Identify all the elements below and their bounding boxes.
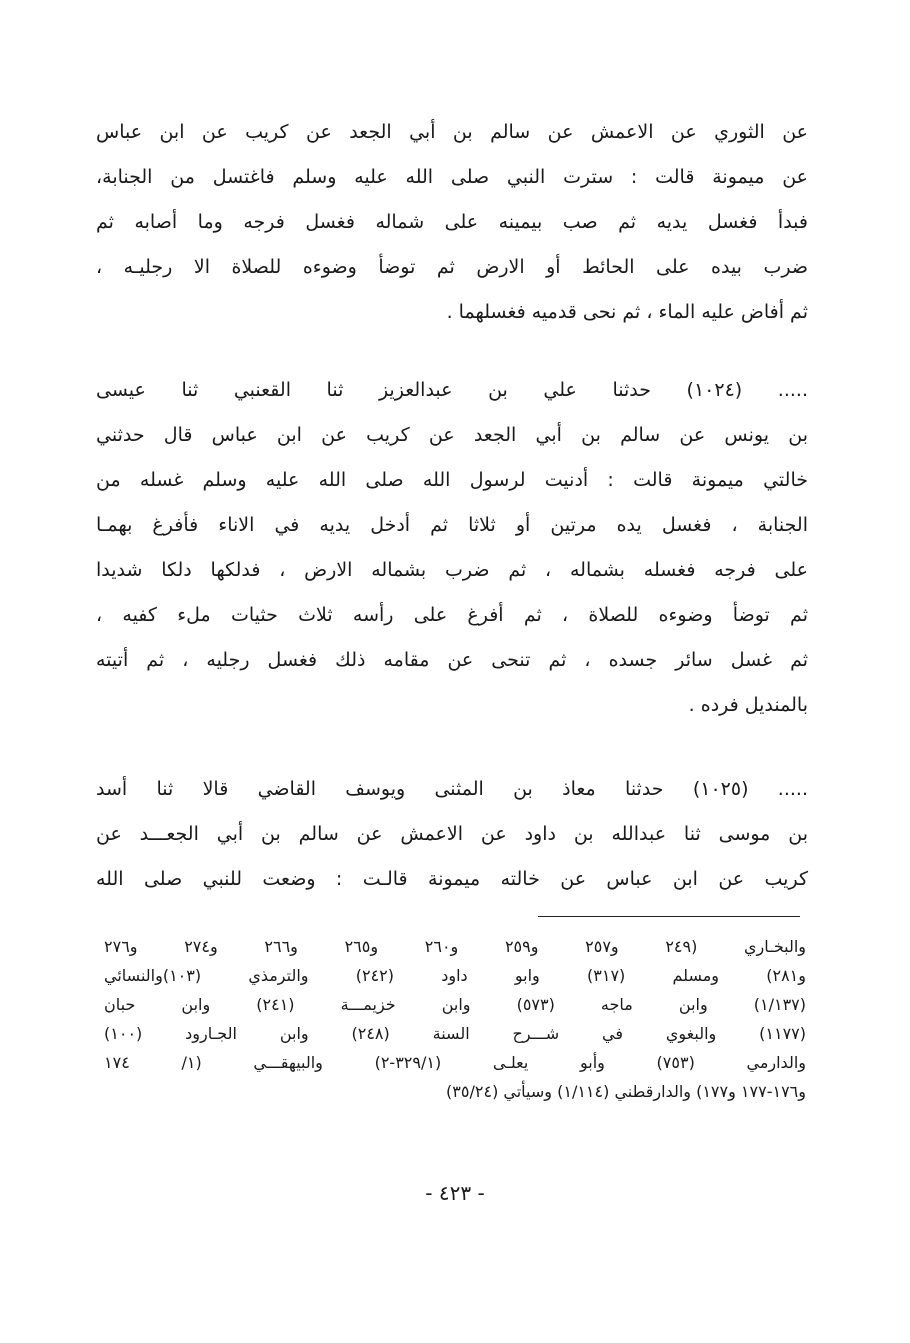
text-line: خالتي ميمونة قالت : أدنيت لرسول الله صلى الله عليه وسلم غسله من (96, 469, 808, 491)
text-line: ..... (١٠٢٤) حدثنا علي بن عبدالعزيز ثنا القعنبي ثنا عيسى (96, 379, 808, 401)
footnotes (104, 932, 806, 1106)
text-line: ثم غسل سائر جسده ، ثم تنحى عن مقامه ذلك فغسل رجليه ، ثم أتيته (96, 649, 808, 671)
text-line: ..... (١٠٢٥) حدثنا معاذ بن المثنى ويوسف القاضي قالا ثنا أسد (96, 778, 808, 800)
text-line: بن موسى ثنا عبدالله بن داود عن الاعمش عن سالم بن أبي الجعـــد عن (96, 823, 808, 845)
text-line: على فرجه فغسله بشماله ، ثم ضرب بشماله الارض ، فدلكها دلكا شديدا (96, 559, 808, 581)
text-line: الجنابة ، فغسل يده مرتين أو ثلاثا ثم أدخل يديه في الاناء فأفرغ بهمـا (96, 514, 808, 536)
text-line: عن ميمونة قالت : سترت النبي صلى الله عليه وسلم فاغتسل من الجنابة، (96, 166, 808, 188)
footnote-line: و١٧٦-١٧٧ و١٧٧) والدارقطني (١/١١٤) وسيأتي (٣٥/٢٤) (446, 1082, 806, 1101)
text-line: ثم توضأ وضوءه للصلاة ، ثم أفرغ على رأسه ثلاث حثيات ملء كفيه ، (96, 604, 808, 626)
text-line: بالمنديل فرده . (688, 694, 808, 716)
footnote-line: والبخـاري (٢٤٩ و٢٥٧ و٢٥٩ و٢٦٠ و٢٦٥ و٢٦٦ و٢٧٤ و٢٧٦ (104, 937, 807, 956)
text-line: ضرب بيده على الحائط أو الارض ثم توضأ وضوءه للصلاة الا رجليـه ، (96, 256, 808, 278)
text-line: كريب عن ابن عباس عن خالته ميمونة قالـت : وضعت للنبي صلى الله (96, 868, 808, 890)
text-line: فبدأ فغسل يديه ثم صب بيمينه على شماله فغسل فرجه وما أصابه ثم (96, 211, 808, 233)
paragraph-1 (96, 110, 808, 335)
text-line: بن يونس عن سالم بن أبي الجعد عن كريب عن ابن عباس قال حدثني (96, 424, 808, 446)
paragraph-hadith-1025 (96, 767, 808, 902)
footnote-line: (١١٧٧) والبغوي في شـــرح السنة (٢٤٨) وابن الجـارود (١٠٠) (104, 1024, 806, 1043)
footnote-divider (538, 916, 800, 917)
page-number: - ٤٢٣ - (425, 1181, 485, 1205)
paragraph-hadith-1024 (96, 368, 808, 728)
footnote-line: و٢٨١) ومسلم (٣١٧) وابو داود (٢٤٢) والترمذي (١٠٣)والنسائي (104, 966, 806, 985)
footnote-line: (١/١٣٧) وابن ماجه (٥٧٣) وابن خزيمـــة (٢٤١) وابن حبان (104, 995, 807, 1014)
text-line: عن الثوري عن الاعمش عن سالم بن أبي الجعد عن كريب عن ابن عباس (96, 121, 808, 143)
text-line: ثم أفاض عليه الماء ، ثم نحى قدميه فغسلهما . (446, 301, 808, 323)
footnote-line: والدارمي (٧٥٣) وأبو يعلـى (٣٢٩/١-٢) والبيهقـــي (١/ ١٧٤ (104, 1053, 807, 1072)
